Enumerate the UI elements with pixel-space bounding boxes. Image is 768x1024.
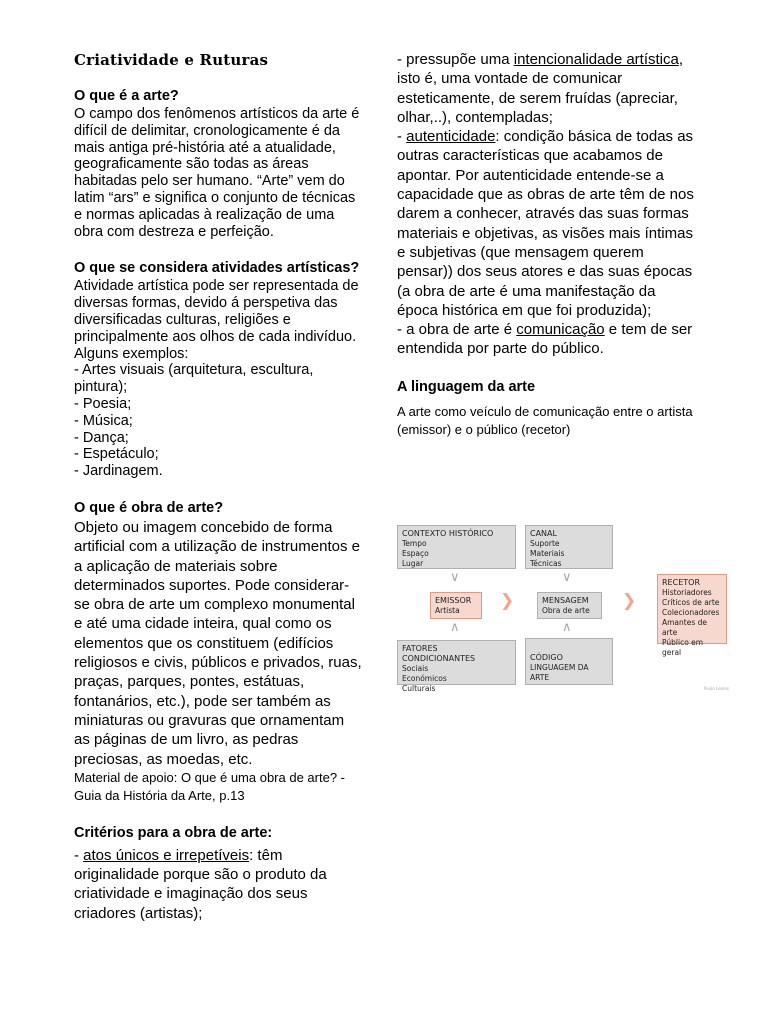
list-item: - Espetáculo; [74,446,159,463]
chevron-right-icon: ❯ [500,591,515,611]
source-note: Material de apoio: O que é uma obra de arte? - Guia da História da Arte, p.13 [74,769,345,803]
right-column [397,50,697,439]
box-canal: CANAL Suporte Materiais Técnicas [525,525,613,569]
list-item: - Música; [74,412,133,429]
section-heading-artistic-activities: O que se considera atividades artísticas? [74,260,360,277]
section-heading-work-of-art: O que é obra de arte? [74,499,224,516]
section-text-work-of-art: Objeto ou imagem concebido de forma artificial com a utilização de instrumentos e a aplicação de materiais sobre determinados suportes. Pode considerar-se obra de arte um complexo monumental e até uma cidade inteira, qual como os elementos que os constituem (edifícios religiosos e civis, públicos e privados, ruas, praças, parques, pontes, estátuas, fontanários, etc.), pode ser também as miniaturas ou gravuras que ornamentam as páginas de um livro, as pedras preciosas, as moedas, etc. [74,518,362,768]
term-intentionality: intencionalidade artística [513,51,679,68]
box-fatores-condicionantes: FATORES CONDICIONANTES Sociais Económicos Culturais [397,640,516,685]
chevron-right-icon: ❯ [622,591,637,611]
term-unique-acts: atos únicos e irrepetíveis [83,846,250,864]
criteria-item-communication: - a obra de arte é comunicação e tem de ser entendida por parte do público. [397,321,693,358]
chevron-down-icon: ∨ [562,570,572,585]
term-communication: comunicação [516,321,605,339]
activities-list [74,362,364,480]
section-heading-language-of-art: A linguagem da arte [397,378,536,395]
list-item: - Jardinagem. [74,463,163,480]
section-text-language-of-art: A arte como veículo de comunicação entre o artista (emissor) e o público (recetor) [397,403,693,437]
list-item: - Dança; [74,429,129,446]
box-codigo: CÓDIGO LINGUAGEM DA ARTE [525,638,613,685]
chevron-up-icon: ∧ [562,620,572,635]
communication-diagram [397,523,733,693]
diagram-credit: Paulo Lemos [703,686,729,691]
left-column [74,46,364,923]
section-heading-criteria: Critérios para a obra de arte: [74,824,273,841]
list-item: - Poesia; [74,395,132,412]
document-title: Criatividade e Ruturas [74,51,269,69]
box-mensagem: MENSAGEM Obra de arte [537,592,602,619]
section-text-what-is-art: O campo dos fenômenos artísticos da arte é difícil de delimitar, cronologicamente é da mais antiga pré-história até a atualidade, geograficamente são todas as áreas habitadas pelo ser humano. “Arte” vem do latim “ars” e significa o conjunto de técnicas e normas aplicadas à realização de uma obra com destreza e perfeição. [74,106,360,240]
criteria-item-authenticity: - autenticidade: condição básica de todas as outras características que acabamos de apontar. Por autenticidade entende-se a capacidade que as obras de arte têm de nos darem a conhecer, através das suas formas materiais e objetivas, as visões mais íntimas e subjetivas (que mensagem querem pensar)) dos seus atores e das suas épocas (a obra de arte é uma manifestação da época histórica em que foi produzida); [397,128,694,319]
criteria-item-intentionality: - pressupõe uma intencionalidade artística, isto é, uma vontade de comunicar esteticamente, de serem fruídas (apreciar, olhar,..), contempladas; [397,51,684,126]
list-item: - Artes visuais (arquitetura, escultura, pintura); [74,362,314,396]
box-emissor: EMISSOR Artista [430,592,482,619]
box-recetor: RECETOR Historiadores Críticos de arte Colecionadores Amantes de arte Público em geral [657,574,727,644]
chevron-down-icon: ∨ [450,570,460,585]
section-text-artistic-activities: Atividade artística pode ser representada de diversas formas, devido á perspetiva das diversificadas culturas, religiões e principalmente aos olhos de cada indivíduo. Alguns exemplos: [74,278,359,362]
box-contexto-historico: CONTEXTO HISTÓRICO Tempo Espaço Lugar [397,525,516,569]
chevron-up-icon: ∧ [450,620,460,635]
term-authenticity: autenticidade [406,128,496,146]
criteria-item-unique-acts: - atos únicos e irrepetíveis: têm originalidade porque são o produto da criatividade e imaginação dos seus criadores (artistas); [74,846,327,922]
section-heading-what-is-art: O que é a arte? [74,88,179,104]
